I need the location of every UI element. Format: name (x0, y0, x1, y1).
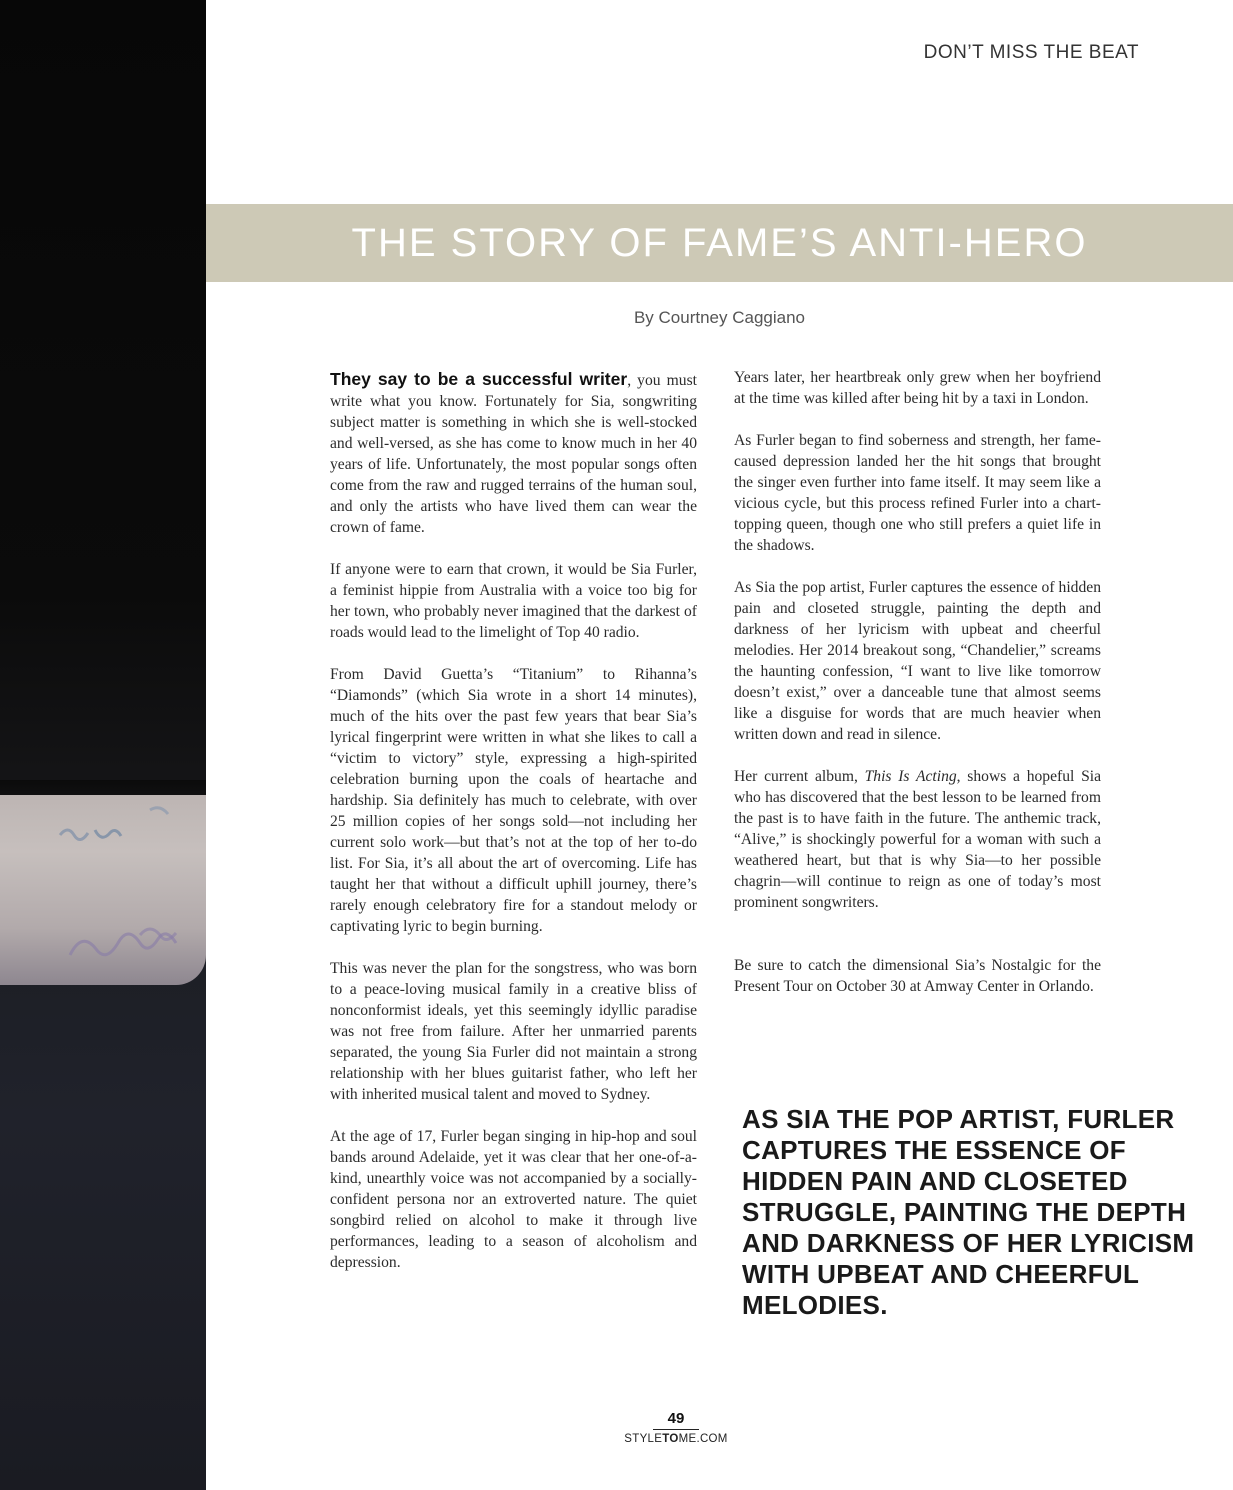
site-url (606, 1433, 746, 1445)
pull-quote: AS SIA THE POP ARTIST, FURLER CAPTURES THE ESSENCE OF HIDDEN PAIN AND CLOSETED STRUGGLE, PAINTING THE DEPTH AND DARKNESS OF HER LYRICISM WITH UPBEAT AND CHEERFUL MELODIES. (742, 1104, 1195, 1320)
paragraph-6: Years later, her heartbreak only grew when her boyfriend at the time was killed after being hit by a taxi in London. (734, 369, 1101, 407)
spacer (734, 934, 1101, 955)
site-url-post: ME.COM (678, 1433, 728, 1445)
paragraph-5: At the age of 17, Furler began singing in hip-hop and soul bands around Adelaide, yet it was clear that her one-of-a-kind, unearthly voice was not accompanied by a socially-confident persona nor an extroverted nature. The quiet songbird relied on alcohol to make it through live performances, leading to a season of alcoholism and depression. (330, 1128, 697, 1271)
paragraph-8: As Sia the pop artist, Furler captures the essence of hidden pain and closeted struggle, painting the depth and darkness of her lyricism with upbeat and cheerful melodies. Her 2014 breakout song, “Chandelier,” screams the haunting confession, “I want to live like tomorrow doesn’t exist,” over a danceable tune that almost seems like a disguise for words that are much heavier when written down and read in silence. (734, 579, 1101, 743)
paragraph-7: As Furler began to find soberness and strength, her fame-caused depression landed her the hit songs that brought the singer even further into fame itself. It may seem like a vicious cycle, but this process refined Furler into a chart-topping queen, though one who still prefers a quiet life in the shadows. (734, 432, 1101, 554)
article-title: THE STORY OF FAME’S ANTI-HERO (351, 220, 1088, 265)
site-url-bold: TO (662, 1433, 679, 1445)
cover-photo-strip (0, 0, 206, 1490)
paragraph-10: Be sure to catch the dimensional Sia’s Nostalgic for the Present Tour on October 30 at Amway Center in Orlando. (734, 957, 1101, 995)
lead-in: They say to be a successful writer (330, 369, 628, 389)
section-kicker: DON’T MISS THE BEAT (923, 42, 1139, 63)
paragraph-1-text: , you must write what you know. Fortunately for Sia, songwriting subject matter is something in which she is well-stocked and well-versed, as she has come to know much in her 40 years of life. Unfortunately, the most popular songs often come from the raw and rugged terrains of the human soul, and only the artists who have lived them can wear the crown of fame. (330, 372, 697, 536)
article-column-left (330, 369, 697, 1294)
article-column-right (734, 367, 1101, 1018)
paragraph-9-end: , shows a hopeful Sia who has discovered that the best lesson to be learned from the past is to have faith in the future. The anthemic track, “Alive,” is shockingly powerful for a woman with such a weathered heart, but that is why Sia—to her possible chagrin—will continue to reign as one of today’s most prominent songwriters. (734, 768, 1101, 911)
paragraph-3: From David Guetta’s “Titanium” to Rihanna’s “Diamonds” (which Sia wrote in a short 14 minutes), much of the hits over the past few years that bear Sia’s lyrical fingerprint were written in what she likes to call a “victim to victory” style, expressing a high-spirited celebration burning upon the coals of heartache and hardship. Sia definitely has much to celebrate, with over 25 million copies of her songs sold—not including her current solo work—but that’s not at the top of her to-do list. For Sia, it’s all about the art of overcoming. Life has taught her that without a difficult uphill journey, there’s rarely enough celebratory fire for a standout melody or captivating lyric to begin burning. (330, 666, 697, 935)
byline: By Courtney Caggiano (633, 308, 806, 327)
paragraph-2: If anyone were to earn that crown, it would be Sia Furler, a feminist hippie from Australia with a voice too big for her town, who probably never imagined that the darkest of roads would lead to the limelight of Top 40 radio. (330, 561, 697, 641)
tattoo-marks (0, 0, 206, 1490)
paragraph-1 (330, 369, 697, 538)
paragraph-9 (734, 766, 1101, 913)
album-title: This Is Acting (864, 768, 957, 785)
page-number: 49 (667, 1410, 685, 1427)
footer-rule (653, 1429, 699, 1430)
paragraph-4: This was never the plan for the songstress, who was born to a peace-loving musical family in a creative bliss of nonconformist ideals, yet this seemingly idyllic paradise was not free from failure. After her unmarried parents separated, the young Sia Furler did not maintain a strong relationship with her blues guitarist father, who left her with inherited musical talent and moved to Sydney. (330, 960, 697, 1103)
site-url-pre: STYLE (624, 1433, 663, 1445)
title-band (206, 204, 1233, 282)
page-footer (606, 1410, 746, 1445)
paragraph-9-start: Her current album, (734, 768, 865, 785)
